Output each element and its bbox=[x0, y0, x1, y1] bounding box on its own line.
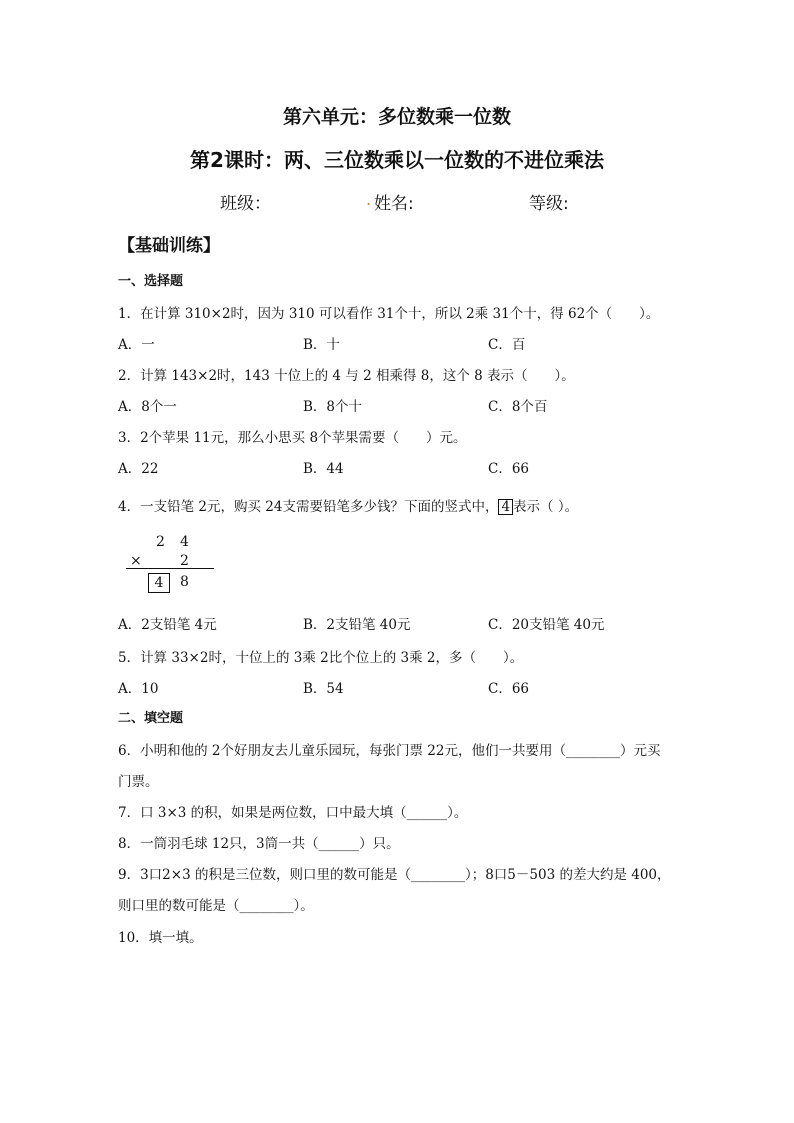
q3-option-b: B．44 bbox=[303, 461, 344, 477]
question-3: 3．2个苹果 11元，那么小思买 8个苹果需要（ ）元。 bbox=[118, 430, 467, 446]
q5-option-b: B．54 bbox=[303, 681, 344, 697]
question-6: 6．小明和他的 2个好朋友去儿童乐园玩，每张门票 22元，他们一共要用（________）元买 bbox=[118, 743, 661, 759]
heading-fill-in: 二、填空题 bbox=[118, 711, 184, 726]
q4-option-a: A．2支铅笔 4元 bbox=[118, 617, 217, 633]
calc-result-digit: 8 bbox=[180, 574, 189, 590]
q1-option-a: A．一 bbox=[118, 337, 155, 353]
q2-option-b: B．8个十 bbox=[303, 399, 363, 415]
class-label: 班级： bbox=[220, 194, 271, 214]
calc-digit-4: 4 bbox=[180, 534, 189, 550]
calc-digit-2: 2 bbox=[156, 534, 165, 550]
question-1: 1．在计算 310×2时，因为 310 可以看作 31个十，所以 2乘 31个十，得 62个（ ）。 bbox=[118, 306, 660, 322]
q4-text-before: 4．一支铅笔 2元，购买 24支需要铅笔多少钱？下面的竖式中， bbox=[118, 499, 499, 515]
question-9: 9．3口2×3 的积是三位数，则口里的数可能是（________）；8口5－503 的差大约是 400， bbox=[118, 867, 671, 883]
calc-result-boxed-digit: 4 bbox=[148, 573, 170, 593]
calc-multiplier: 2 bbox=[180, 553, 189, 569]
q5-option-a: A．10 bbox=[118, 681, 159, 697]
lesson-title: 第2课时：两、三位数乘以一位数的不进位乘法 bbox=[190, 148, 604, 172]
q2-option-a: A．8个一 bbox=[118, 399, 177, 415]
q1-option-c: C．百 bbox=[488, 337, 526, 353]
question-2: 2．计算 143×2时，143 十位上的 4 与 2 相乘得 8，这个 8 表示（ ）。 bbox=[118, 368, 575, 384]
heading-choice: 一、选择题 bbox=[118, 274, 184, 289]
question-9-continued: 则口里的数可能是（________）。 bbox=[118, 898, 314, 914]
question-10: 10．填一填。 bbox=[118, 930, 203, 946]
separator-dot: . bbox=[366, 190, 372, 209]
question-4 bbox=[118, 495, 578, 515]
q5-option-c: C．66 bbox=[488, 681, 530, 697]
question-8: 8．一筒羽毛球 12只，3筒一共（______）只。 bbox=[118, 836, 400, 852]
calc-rule bbox=[126, 568, 214, 569]
q1-option-b: B．十 bbox=[303, 337, 340, 353]
calc-multiply-sign: × bbox=[130, 553, 142, 569]
q4-option-b: B．2支铅笔 40元 bbox=[303, 617, 411, 633]
section-basic-training: 【基础训练】 bbox=[118, 236, 220, 256]
name-label: 姓名: bbox=[374, 194, 414, 214]
q2-option-c: C．8个百 bbox=[488, 399, 548, 415]
q4-text-after: 表示（ ）。 bbox=[513, 499, 579, 515]
grade-label: 等级: bbox=[529, 194, 569, 214]
question-6-continued: 门票。 bbox=[118, 774, 159, 790]
unit-title: 第六单元：多位数乘一位数 bbox=[282, 106, 511, 128]
question-7: 7．口 3×3 的积，如果是两位数，口中最大填（______）。 bbox=[118, 805, 468, 821]
q4-option-c: C．20支铅笔 40元 bbox=[488, 617, 605, 633]
question-5: 5．计算 33×2时，十位上的 3乘 2比个位上的 3乘 2，多（ ）。 bbox=[118, 650, 524, 666]
q3-option-c: C．66 bbox=[488, 461, 530, 477]
q3-option-a: A．22 bbox=[118, 461, 159, 477]
q4-boxed-digit: 4 bbox=[498, 499, 513, 515]
